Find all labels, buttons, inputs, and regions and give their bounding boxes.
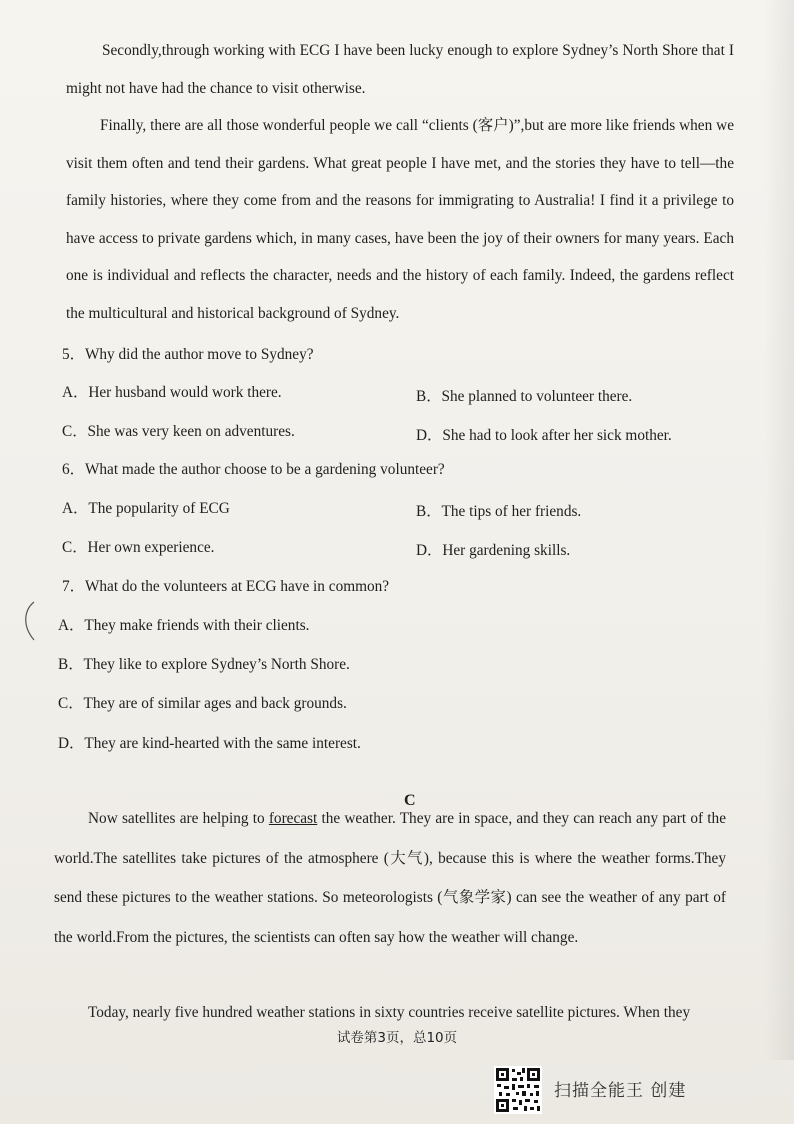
paragraph-satellites (54, 799, 726, 957)
qr-code-icon (494, 1066, 542, 1114)
section-c-heading: C (404, 792, 416, 809)
q6-option-c[interactable]: C．Her own experience. (62, 539, 215, 556)
q5-option-b[interactable]: B．She planned to volunteer there. (416, 388, 633, 405)
scanner-watermark (494, 1066, 734, 1114)
q7-option-c[interactable]: C．They are of similar ages and back grounds. (58, 695, 347, 712)
q7-option-d[interactable]: D．They are kind-hearted with the same interest. (58, 735, 361, 752)
page-footer: 试卷第3页，总10页 (336, 1030, 458, 1046)
q6-option-a[interactable]: A．The popularity of ECG (62, 500, 230, 517)
question-7-stem: 7．What do the volunteers at ECG have in common? (62, 578, 390, 595)
paragraph-secondly: Secondly,through working with ECG I have been lucky enough to explore Sydney’s North Shore that I might not have had the chance to visit otherwise. (66, 42, 734, 97)
q5-option-c[interactable]: C．She was very keen on adventures. (62, 423, 295, 440)
pencil-mark-icon (20, 600, 38, 642)
q5-option-a[interactable]: A．Her husband would work there. (62, 384, 282, 401)
question-5-stem: 5．Why did the author move to Sydney? (62, 346, 314, 363)
paragraph-today: Today, nearly five hundred weather stations in sixty countries receive satellite pictures. When they (88, 1004, 691, 1021)
satellites-text-start: Now satellites are helping to (88, 810, 269, 827)
scanner-brand-text: 扫描全能王 创建 (554, 1081, 687, 1101)
q6-option-b[interactable]: B．The tips of her friends. (416, 503, 582, 520)
satellites-text-rest: the weather. They are in space, and they can reach any part of the world.The satellites take pictures of the atmosphere (大气), because this is where the weather forms.They send these pictures to the weather stations. So meteorologists (气象学家) can see the weather of any part of the world.From the pictures, the scientists can often say how the weather will change. (54, 810, 726, 946)
q6-option-d[interactable]: D．Her gardening skills. (416, 542, 571, 559)
paragraph-finally: Finally, there are all those wonderful people we call “clients (客户)”,but are more like friends when we visit them often and tend their gardens. What great people I have met, and the stories they have to tell—the family histories, where they come from and the reasons for immigrating to Australia! I find it a privilege to have access to private gardens which, in many cases, have been the joy of their owners for many years. Each one is individual and reflects the character, needs and the history of each family. Indeed, the gardens reflect the multicultural and historical background of Sydney. (66, 117, 734, 322)
question-6-stem: 6．What made the author choose to be a gardening volunteer? (62, 461, 445, 478)
q7-option-a[interactable]: A．They make friends with their clients. (58, 617, 310, 634)
q5-option-d[interactable]: D．She had to look after her sick mother. (416, 427, 672, 444)
scan-shadow (764, 0, 794, 1060)
q7-option-b[interactable]: B．They like to explore Sydney’s North Shore. (58, 656, 350, 673)
underlined-word-forecast: forecast (268, 810, 318, 827)
